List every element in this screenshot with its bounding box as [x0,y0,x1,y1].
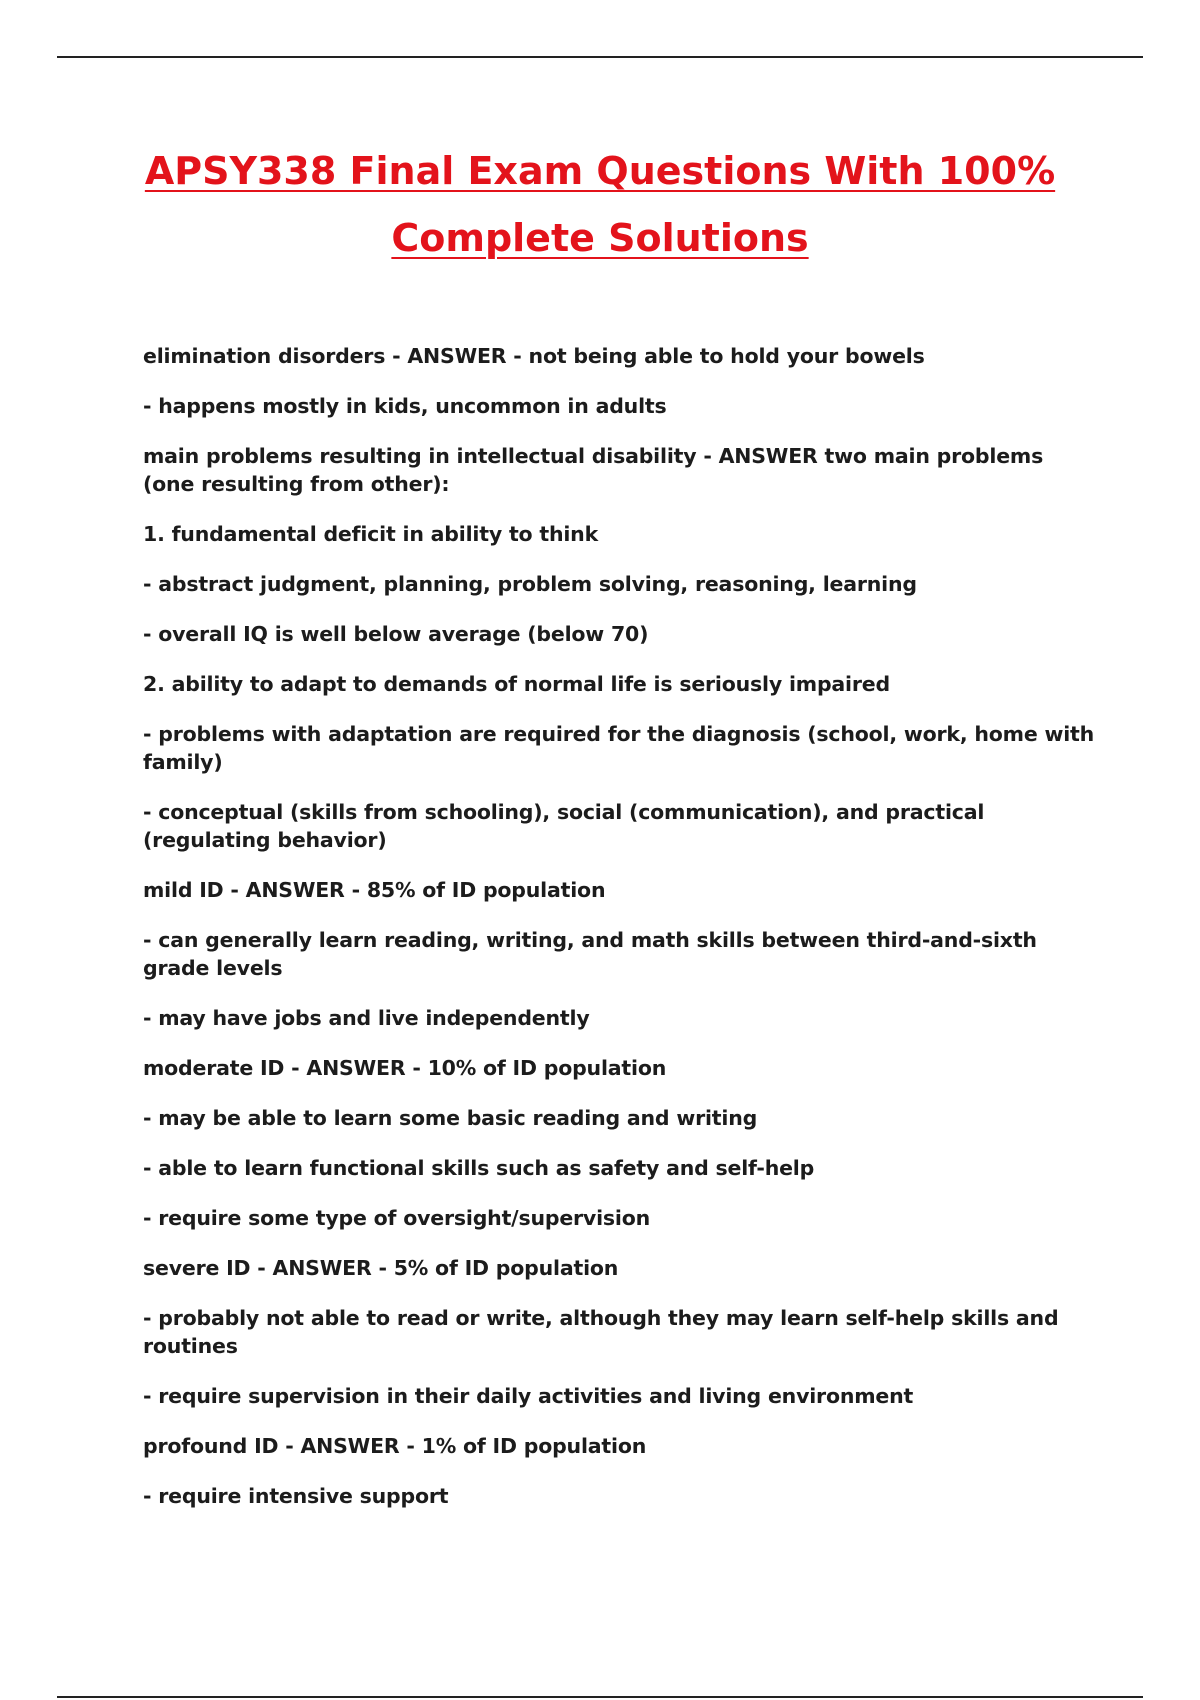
paragraph: - require intensive support [143,1484,449,1508]
paragraph: - can generally learn reading, writing, and math skills between third-and-sixth grade levels [143,928,1037,980]
title-line-2: Complete Solutions [391,216,809,260]
paragraph: moderate ID - ANSWER - 10% of ID population [143,1056,667,1080]
paragraph: - may have jobs and live independently [143,1006,590,1030]
bottom-divider [57,1696,1143,1698]
paragraph: - overall IQ is well below average (below 70) [143,622,649,646]
title-line-1: APSY338 Final Exam Questions With 100% [144,149,1056,193]
document-body [143,342,1098,1532]
paragraph: main problems resulting in intellectual disability - ANSWER two main problems (one resulting from other): [143,444,1044,496]
paragraph: severe ID - ANSWER - 5% of ID population [143,1256,619,1280]
paragraph: - conceptual (skills from schooling), social (communication), and practical (regulating behavior) [143,800,985,852]
paragraph: 1. fundamental deficit in ability to think [143,522,599,546]
document-title [100,138,1100,272]
paragraph: - may be able to learn some basic reading and writing [143,1106,758,1130]
paragraph: - happens mostly in kids, uncommon in adults [143,394,667,418]
paragraph: - probably not able to read or write, although they may learn self-help skills and routines [143,1306,1059,1358]
paragraph: mild ID - ANSWER - 85% of ID population [143,878,606,902]
paragraph: 2. ability to adapt to demands of normal life is seriously impaired [143,672,890,696]
paragraph: - abstract judgment, planning, problem solving, reasoning, learning [143,572,917,596]
paragraph: - require some type of oversight/supervision [143,1206,651,1230]
paragraph: - problems with adaptation are required for the diagnosis (school, work, home with family) [143,722,1095,774]
paragraph: profound ID - ANSWER - 1% of ID population [143,1434,647,1458]
paragraph: - require supervision in their daily activities and living environment [143,1384,914,1408]
paragraph: elimination disorders - ANSWER - not being able to hold your bowels [143,344,925,368]
top-divider [57,56,1143,58]
paragraph: - able to learn functional skills such as safety and self-help [143,1156,815,1180]
